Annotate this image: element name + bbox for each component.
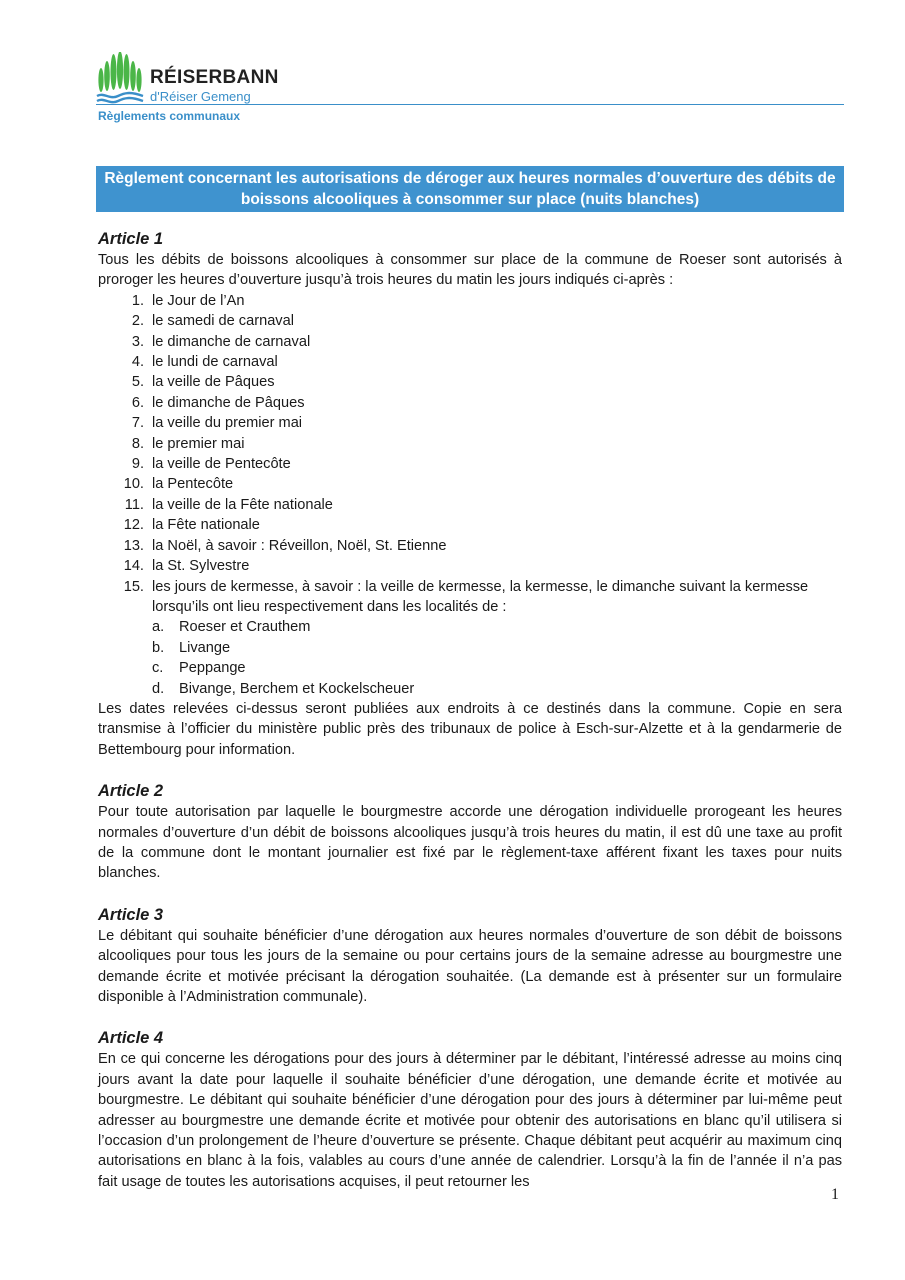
list-item	[98, 577, 842, 618]
list-item	[98, 434, 842, 454]
list-item	[98, 556, 842, 576]
sub-list-item	[98, 617, 842, 637]
article-1-intro: Tous les débits de boissons alcooliques à consommer sur place de la commune de Roeser sont autorisés à proroger les heures d’ouverture jusqu’à trois heures du matin les jours indiqués ci-après :	[98, 252, 842, 289]
list-item	[98, 495, 842, 515]
document-body	[98, 228, 842, 1192]
sub-list-item-letter: d.	[152, 680, 165, 697]
sub-list-item-text: Livange	[179, 639, 231, 656]
list-item	[98, 372, 842, 392]
list-item-text: la veille de Pentecôte	[152, 456, 291, 473]
list-item-number: 15.	[123, 578, 144, 595]
list-item-text: le Jour de l’An	[152, 292, 245, 309]
article-1-title: Article 1	[98, 230, 164, 248]
list-item-text: la veille de la Fête nationale	[152, 496, 333, 513]
list-item-number: 11.	[124, 496, 144, 513]
list-item-text: le dimanche de Pâques	[152, 394, 305, 411]
list-item-number: 8.	[131, 435, 144, 452]
article-2-body: Pour toute autorisation par laquelle le bourgmestre accorde une dérogation individuelle prorogeant les heures normales d’ouverture d’un débit de boissons alcooliques jusqu’à trois heures du matin, il est dû une taxe au profit de la commune dont le montant journalier est fixé par le règlement-taxe afférent fixant les taxes pour nuits blanches.	[98, 804, 842, 882]
article-3-body: Le débitant qui souhaite bénéficier d’une dérogation aux heures normales d’ouverture de son débit de boissons alcooliques pour tous les jours de la semaine ou pour certains jours de la semaine adresse au bourgmestre une demande écrite et motivée précisant la dérogation souhaitée. (La demande est à présenter sur un formulaire disponible à l’Administration communale).	[98, 927, 842, 1005]
list-item-text: le premier mai	[152, 435, 245, 452]
list-item-text: la Fête nationale	[152, 517, 260, 534]
page-number: 1	[831, 1186, 839, 1203]
header-divider	[96, 104, 844, 105]
article-1-list	[98, 291, 842, 618]
list-item	[98, 311, 842, 331]
article-1-outro: Les dates relevées ci-dessus seront publiées aux endroits à ce destinés dans la commune. Copie en sera transmise à l’officier du ministère public près des tribunaux de police à Esch-sur-Alzette et à la gendarmerie de Bettembourg pour information.	[98, 700, 842, 758]
sub-list-item-letter: a.	[152, 619, 165, 636]
list-item-number: 7.	[131, 415, 144, 432]
list-item-number: 5.	[131, 374, 144, 391]
sub-list-item	[98, 638, 842, 658]
list-item-text: la veille de Pâques	[152, 374, 275, 391]
sub-list-item-letter: b.	[152, 639, 165, 656]
commune-logo	[96, 52, 844, 106]
list-item-number: 6.	[131, 394, 144, 411]
list-item-text: la Noël, à savoir : Réveillon, Noël, St. Etienne	[152, 537, 447, 554]
list-item-text: la St. Sylvestre	[152, 558, 250, 575]
list-item-text: les jours de kermesse, à savoir : la veille de kermesse, la kermesse, le dimanche suivant la kermesse lorsqu’ils ont lieu respectivement dans les localités de :	[152, 578, 809, 615]
list-item-number: 9.	[131, 456, 144, 473]
list-item	[98, 515, 842, 535]
logo-name: RÉISERBANN	[150, 67, 279, 88]
document-title: Règlement concernant les autorisations de déroger aux heures normales d’ouverture des débits de boissons alcooliques à consommer sur place (nuits blanches)	[96, 166, 844, 212]
list-item	[98, 352, 842, 372]
list-item	[98, 454, 842, 474]
list-item	[98, 474, 842, 494]
logo-trees-icon	[96, 52, 144, 106]
list-item	[98, 291, 842, 311]
list-item-text: la veille du premier mai	[152, 415, 303, 432]
list-item-number: 13.	[123, 537, 144, 554]
list-item-number: 3.	[131, 333, 144, 350]
list-item-number: 1.	[131, 292, 144, 309]
sub-list-item-text: Roeser et Crauthem	[179, 619, 311, 636]
list-item-text: le lundi de carnaval	[152, 354, 278, 371]
article-4-body: En ce qui concerne les dérogations pour des jours à déterminer par le débitant, l’intéressé adresse au moins cinq jours avant la date pour laquelle il souhaite bénéficier d’une dérogation, une demande écrite et motivée au bourgmestre. Le débitant qui souhaite bénéficier d’une dérogation pour des jours à déterminer par lui-même peut adresser au bourgmestre une demande écrite et motivée pour obtenir des autorisations en blanc qu’il utilisera si l’occasion d’un prolongement de l’heure d’ouverture se présente. Chaque débitant peut acquérir au maximum cinq autorisations en blanc à la fois, valables au cours d’une année de calendrier. Lorsqu’à la fin de l’année il n’a pas fait usage de toutes les autorisations acquises, il peut retourner les	[98, 1051, 842, 1190]
list-item-text: le dimanche de carnaval	[152, 333, 311, 350]
list-item-number: 10.	[123, 476, 144, 493]
list-item-text: le samedi de carnaval	[152, 313, 294, 330]
article-3-title: Article 3	[98, 905, 164, 924]
list-item	[98, 536, 842, 556]
sub-list-item-text: Bivange, Berchem et Kockelscheuer	[179, 680, 415, 697]
article-4-title: Article 4	[98, 1029, 164, 1048]
list-item-number: 14.	[123, 558, 144, 575]
list-item	[98, 332, 842, 352]
list-item	[98, 393, 842, 413]
section-label: Règlements communaux	[98, 109, 241, 123]
logo-subtitle: d'Réiser Gemeng	[150, 89, 251, 104]
list-item-text: la Pentecôte	[152, 476, 234, 493]
sub-list-item-text: Peppange	[179, 660, 246, 677]
list-item-number: 4.	[131, 354, 144, 371]
sub-list-item	[98, 658, 842, 678]
article-2-title: Article 2	[98, 782, 164, 801]
list-item-number: 2.	[131, 313, 144, 330]
list-item-number: 12.	[123, 517, 144, 534]
list-item	[98, 413, 842, 433]
sub-list-item	[98, 679, 842, 699]
page-header	[96, 52, 844, 123]
article-1-sublist	[98, 617, 842, 699]
sub-list-item-letter: c.	[152, 660, 164, 677]
